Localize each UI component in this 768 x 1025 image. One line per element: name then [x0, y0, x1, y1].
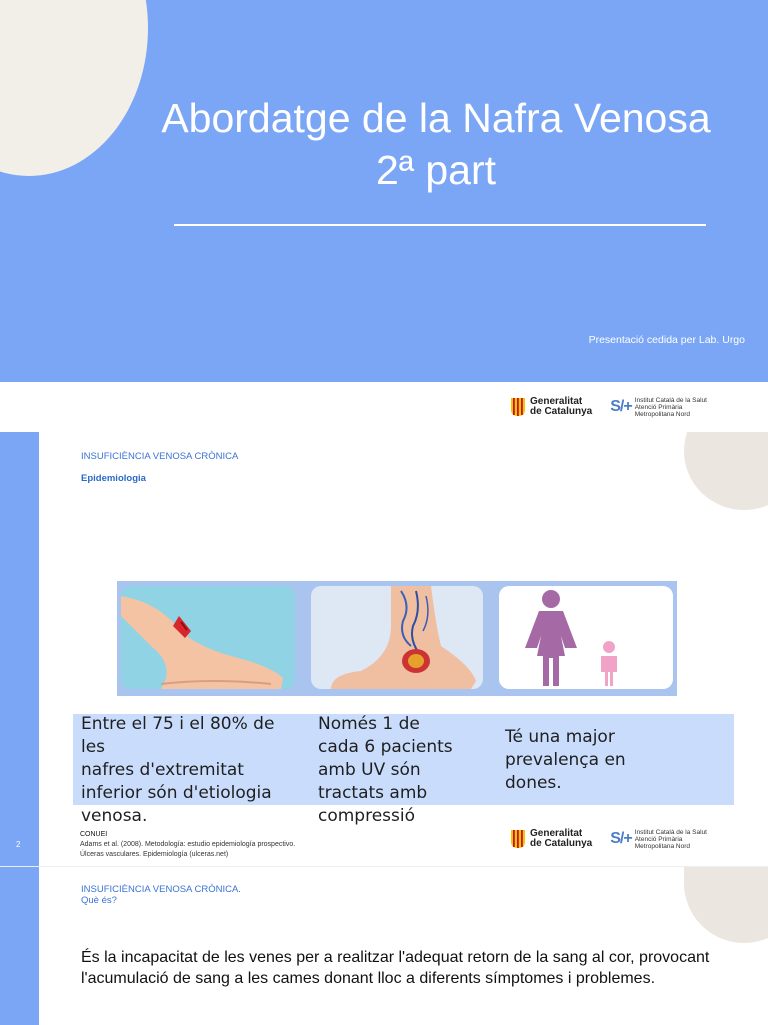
ics-line3: Metropolitana Nord — [634, 842, 690, 850]
statistics-table — [73, 714, 734, 826]
ics-line1: Institut Català de la Salut — [634, 828, 707, 836]
decorative-circle — [684, 432, 768, 510]
section-title — [81, 884, 241, 906]
varicose-leg-icon — [311, 586, 483, 689]
generalitat-logo — [510, 397, 592, 417]
ics-logo — [610, 829, 707, 850]
stat-cell-3: Té una major prevalença en dones. — [505, 727, 626, 793]
footer-logos — [510, 824, 730, 854]
generalitat-line1: Generalitat — [530, 396, 583, 407]
title-slide — [0, 0, 768, 382]
section-title-line1: INSUFICIÈNCIA VENOSA CRÒNICA. — [81, 884, 241, 895]
generalitat-line1: Generalitat — [530, 828, 583, 839]
ics-line2: Atenció Primària — [634, 403, 683, 411]
definition-text: És la incapacitat de les venes per a realitzar l'adequat retorn de la sang al cor, provocant l'acumulació de sang a les cames donant lloc a diferents símptomes i problemes. — [81, 949, 710, 987]
ics-mark-icon: S/+ — [610, 830, 632, 847]
decorative-circle — [0, 0, 148, 176]
stat-cell-2: Només 1 de cada 6 pacients amb UV són tractats amb compressió — [318, 714, 453, 826]
credit-text: Presentació cedida per Lab. Urgo — [588, 334, 745, 346]
leg-wound-icon — [121, 586, 295, 689]
slide-title: Abordatge de la Nafra Venosa 2ª part — [161, 95, 711, 193]
generalitat-line2: de Catalunya — [530, 838, 593, 849]
left-accent-bar — [0, 867, 39, 1025]
senyera-icon — [510, 397, 526, 417]
illustration-strip — [117, 581, 677, 696]
senyera-icon — [510, 829, 526, 849]
page-number: 2 — [16, 840, 21, 849]
ics-mark-icon: S/+ — [610, 398, 632, 415]
ics-line2: Atenció Primària — [634, 835, 683, 843]
left-accent-bar — [0, 432, 39, 866]
decorative-circle — [684, 867, 768, 943]
title-divider — [174, 224, 706, 226]
definition-slide — [0, 866, 768, 1025]
stat-cell-1: Entre el 75 i el 80% de les nafres d'extremitat inferior són d'etiologia venosa. — [81, 714, 275, 826]
conue-label: CONUEI — [80, 831, 108, 838]
generalitat-line2: de Catalunya — [530, 406, 593, 417]
ics-logo — [610, 397, 707, 418]
section-title: INSUFICIÈNCIA VENOSA CRÒNICA — [81, 451, 239, 462]
reference-2: Úlceras vasculares. Epidemiología (ulceras.net) — [80, 851, 229, 858]
woman-child-icon — [499, 586, 673, 689]
section-title-line2: Què és? — [81, 895, 117, 906]
epidemiology-slide — [0, 432, 768, 866]
section-subtitle: Epidemiologia — [81, 473, 146, 484]
generalitat-logo — [510, 829, 592, 849]
ics-line1: Institut Català de la Salut — [634, 396, 707, 404]
header-logos — [510, 392, 730, 422]
reference-1: Adams et al. (2008). Metodología: estudio epidemiología prospectivo. — [80, 841, 296, 848]
ics-line3: Metropolitana Nord — [634, 410, 690, 418]
